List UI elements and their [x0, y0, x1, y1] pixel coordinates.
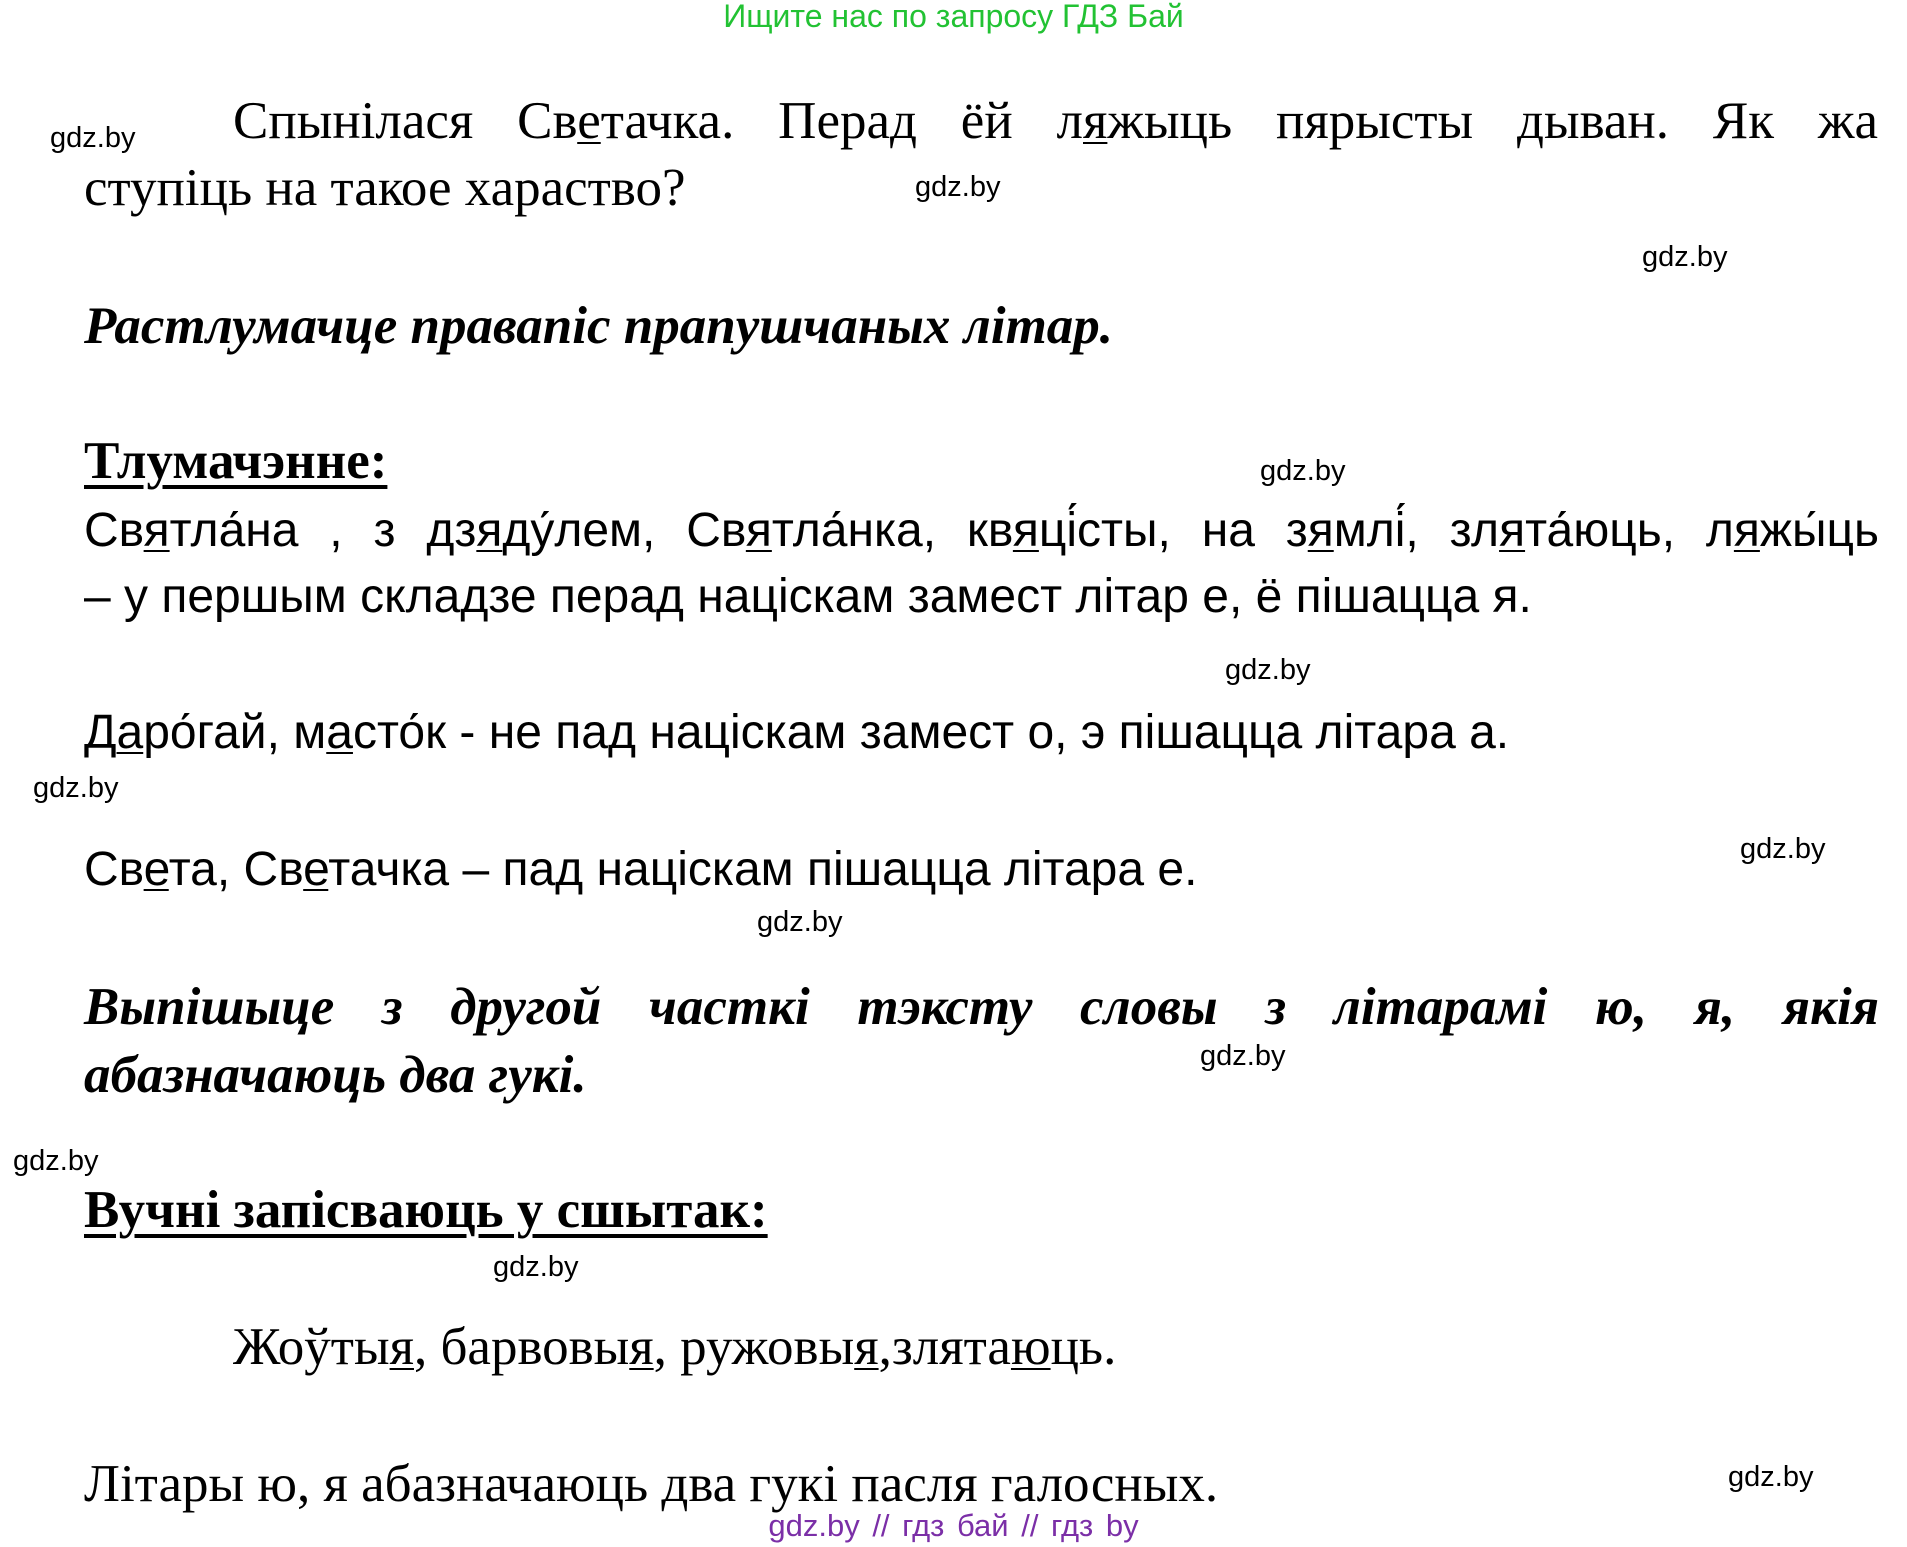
watermark: gdz.by: [1260, 455, 1346, 487]
watermark: gdz.by: [50, 122, 136, 154]
conclusion-line: Літары ю, я абазначаюць два гукі пасля галосных.: [84, 1455, 1219, 1513]
watermark: gdz.by: [1225, 654, 1311, 686]
explanation-line: Святла́на , з дзяду́лем, Святла́нка, квяці́сты, на зямлі́, злята́юць, ляжы́ць: [84, 504, 1879, 557]
watermark: gdz.by: [33, 772, 119, 804]
explanation-line: – у першым складзе перад націскам замест літар е, ё пішацца я.: [84, 570, 1532, 623]
task-instruction: Выпішыце з другой часткі тэксту словы з літарамі ю, я, якія: [84, 978, 1879, 1036]
explanation-line: Даро́гай, масто́к - не пад націскам замест о, э пішацца літара а.: [84, 706, 1510, 759]
top-banner: Ищите нас по запросу ГДЗ Бай: [723, 0, 1184, 34]
paragraph-line: Спынілася Светачка. Перад ёй ляжыць пярысты дыван. Як жа: [233, 92, 1878, 150]
paragraph-line: ступіць на такое хараство?: [84, 159, 686, 217]
watermark: gdz.by: [1728, 1461, 1814, 1493]
watermark: gdz.by: [915, 171, 1001, 203]
watermark: gdz.by: [757, 906, 843, 938]
footer-links: gdz.by // гдз бай // гдз by: [768, 1508, 1139, 1543]
section-heading: Тлумачэнне:: [84, 432, 388, 490]
watermark: gdz.by: [13, 1145, 99, 1177]
watermark: gdz.by: [1642, 241, 1728, 273]
task-instruction: Растлумачце правапіс прапушчаных літар.: [84, 297, 1114, 355]
watermark: gdz.by: [1740, 833, 1826, 865]
explanation-line: Света, Светачка – пад націскам пішацца літара е.: [84, 843, 1198, 896]
task-instruction: абазначаюць два гукі.: [84, 1046, 587, 1104]
section-heading: Вучні запісваюць у сшытак:: [84, 1181, 768, 1239]
watermark: gdz.by: [493, 1251, 579, 1283]
watermark: gdz.by: [1200, 1040, 1286, 1072]
answer-line: Жоўтыя, барвовыя, ружовыя,злятаюць.: [233, 1318, 1117, 1376]
